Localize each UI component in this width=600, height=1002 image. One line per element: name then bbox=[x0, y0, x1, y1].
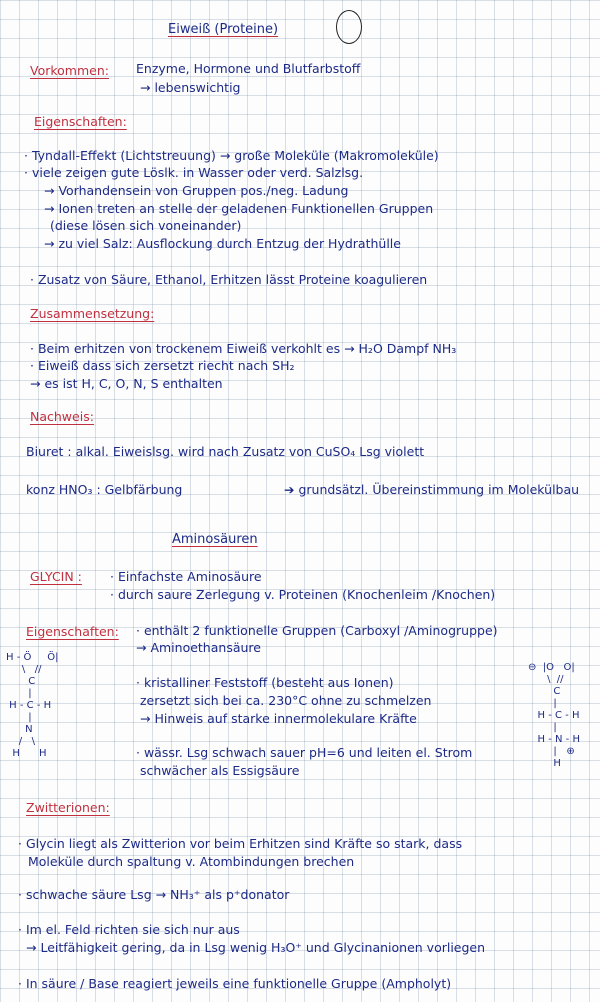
zwitterion-structure-right: ⊖ |O O| \ // C | H - C - H | H - N - H | ⊕ H bbox=[528, 662, 580, 769]
zwitterionen-line-1: · Glycin liegt als Zwitterion vor beim Erhitzen sind Kräfte so stark, dass bbox=[18, 836, 463, 851]
zwitterionen-heading: Zwitterionen: bbox=[26, 800, 110, 815]
glycin-prop-1: · enthält 2 funktionelle Gruppen (Carboxyl /Aminogruppe) bbox=[136, 623, 498, 638]
eigenschaften-heading: Eigenschaften: bbox=[34, 114, 127, 129]
zusammensetzung-line-1: · Beim erhitzen von trockenem Eiweiß verkohlt es → H₂O Dampf NH₃ bbox=[30, 341, 457, 356]
eigenschaften-line-2: · viele zeigen gute Löslk. in Wasser oder verd. Salzlsg. bbox=[24, 165, 364, 180]
glycin-prop-4: zersetzt sich bei ca. 230°C ohne zu schmelzen bbox=[140, 693, 432, 708]
eigenschaften-line-6: → zu viel Salz: Ausflockung durch Entzug der Hydrathülle bbox=[44, 236, 401, 251]
glycin-label: GLYCIN : bbox=[30, 569, 82, 584]
circle-mark bbox=[336, 10, 362, 44]
nachweis-hno3-result: ➔ grundsätzl. Übereinstimmung im Molekülbau bbox=[284, 482, 580, 497]
zwitterionen-line-3: · schwache säure Lsg → NH₃⁺ als p⁺donator bbox=[18, 887, 290, 902]
eigenschaften-line-7: · Zusatz von Säure, Ethanol, Erhitzen lässt Proteine koagulieren bbox=[30, 272, 428, 287]
zusammensetzung-heading: Zusammensetzung: bbox=[30, 306, 155, 321]
glycin-prop-7: schwächer als Essigsäure bbox=[140, 763, 300, 778]
zwitterionen-line-2: Moleküle durch spaltung v. Atombindungen brechen bbox=[28, 854, 355, 869]
nachweis-hno3: konz HNO₃ : Gelbfärbung bbox=[26, 482, 183, 497]
glycin-prop-3: · kristalliner Feststoff (besteht aus Ionen) bbox=[136, 675, 394, 690]
glycin-prop-5: → Hinweis auf starke innermolekulare Kräfte bbox=[140, 711, 417, 726]
zwitterionen-line-4: · Im el. Feld richten sie sich nur aus bbox=[18, 922, 240, 937]
glycin-line-1: · Einfachste Aminosäure bbox=[110, 569, 262, 584]
glycine-structure-left: H - Ö Ö| \ // C | H - C - H | N / \ H H bbox=[6, 652, 59, 759]
glycin-prop-6: · wässr. Lsg schwach sauer pH=6 und leiten el. Strom bbox=[136, 745, 473, 760]
page-title: Eiweiß (Proteine) bbox=[168, 22, 279, 37]
glycin-line-2: · durch saure Zerlegung v. Proteinen (Knochenleim /Knochen) bbox=[110, 587, 496, 602]
nachweis-heading: Nachweis: bbox=[30, 409, 94, 424]
nachweis-biuret: Biuret : alkal. Eiweislsg. wird nach Zusatz von CuSO₄ Lsg violett bbox=[26, 444, 425, 459]
eigenschaften-line-1: · Tyndall-Effekt (Lichtstreuung) → große Moleküle (Makromoleküle) bbox=[24, 148, 439, 163]
vorkommen-line-1: Enzyme, Hormone und Blutfarbstoff bbox=[136, 61, 361, 76]
eigenschaften-line-4: → Ionen treten an stelle der geladenen Funktionellen Gruppen bbox=[44, 201, 434, 216]
aminosaeuren-title: Aminosäuren bbox=[172, 532, 258, 547]
aminosaeuren-eigenschaften-heading: Eigenschaften: bbox=[26, 624, 119, 639]
vorkommen-line-2: → lebenswichtig bbox=[140, 80, 241, 95]
zwitterionen-line-5: → Leitfähigkeit gering, da in Lsg wenig H₃O⁺ und Glycinanionen vorliegen bbox=[26, 940, 486, 955]
glycin-prop-2: → Aminoethansäure bbox=[136, 640, 261, 655]
zusammensetzung-line-3: → es ist H, C, O, N, S enthalten bbox=[30, 376, 223, 391]
zwitterionen-line-6: · In säure / Base reagiert jeweils eine funktionelle Gruppe (Ampholyt) bbox=[18, 976, 452, 991]
vorkommen-label: Vorkommen: bbox=[30, 63, 109, 78]
eigenschaften-line-3: → Vorhandensein von Gruppen pos./neg. Ladung bbox=[44, 183, 349, 198]
zusammensetzung-line-2: · Eiweiß dass sich zersetzt riecht nach SH₂ bbox=[30, 358, 295, 373]
eigenschaften-line-5: (diese lösen sich voneinander) bbox=[50, 218, 242, 233]
